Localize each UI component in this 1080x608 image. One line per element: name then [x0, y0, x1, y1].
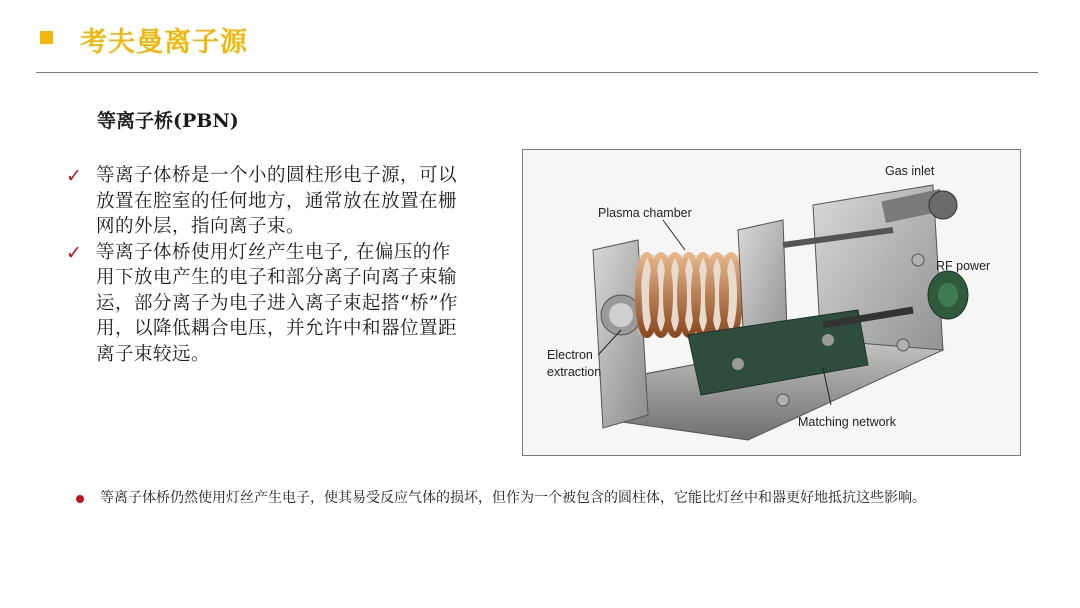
bullet-list: [66, 163, 486, 367]
footnote: [76, 488, 976, 509]
bullet-text: 等离子体桥是一个小的圆柱形电子源，可以放置在腔室的任何地方，通常放在放置在栅网的外层，指向离子束。: [96, 165, 458, 237]
bullet-item: [66, 240, 486, 368]
check-icon: ✓: [66, 241, 82, 264]
coil-illustration: [638, 255, 753, 335]
bullet-text: 等离子体桥使用灯丝产生电子, 在偏压的作用下放电产生的电子和部分离子向离子束输运，部分离子为电子进入离子束起搭“桥”作用，以降低耦合电压，并允许中和器位置距离子束较远。: [96, 241, 458, 365]
label-matching-network: Matching network: [798, 415, 896, 429]
label-gas-inlet: Gas inlet: [885, 164, 935, 178]
footnote-text: 等离子体桥仍然使用灯丝产生电子，使其易受反应气体的损坏，但作为一个被包含的圆柱体，它能比灯丝中和器更好地抵抗这些影响。: [100, 490, 926, 506]
title-divider: [36, 72, 1038, 73]
label-plasma-chamber: Plasma chamber: [598, 206, 692, 220]
label-rf-power: RF power: [936, 259, 991, 273]
pbn-figure: [522, 149, 1021, 456]
section-subtitle: 等离子桥(PBN): [97, 110, 239, 132]
page-title: 考夫曼离子源: [80, 27, 248, 58]
label-electron-extraction-1: Electron: [547, 348, 593, 362]
label-electron-extraction-2: extraction: [547, 365, 602, 379]
pbn-device-illustration: [523, 150, 1020, 455]
check-icon: ✓: [66, 165, 82, 187]
title-square-icon: [40, 31, 53, 44]
dot-icon: [76, 495, 84, 503]
bullet-item: [66, 163, 486, 240]
